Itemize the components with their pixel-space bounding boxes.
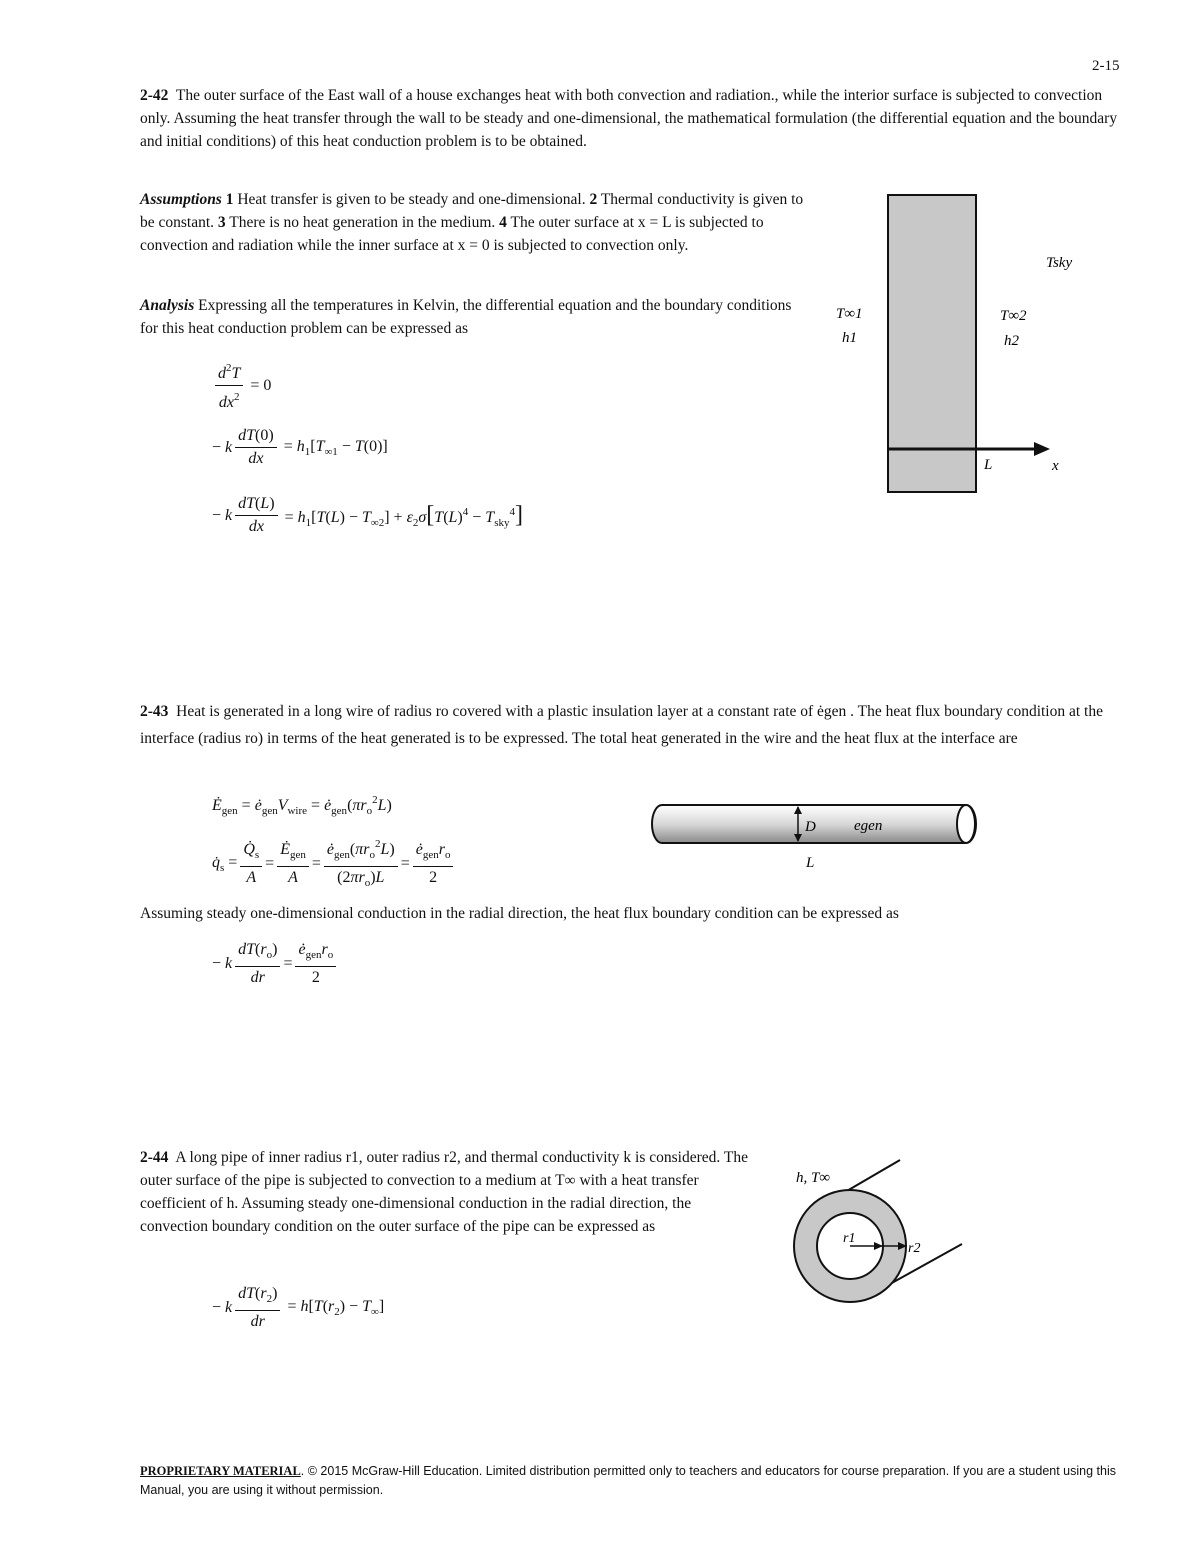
x-axis-arrowhead	[1034, 442, 1050, 456]
statement-text: Heat is generated in a long wire of radius ro covered with a plastic insulation layer at a constant rate of ėgen . The heat flux boundary condition at the interface (radius ro) in terms of the heat generated is to be expressed. The total heat generated in the wire and the heat flux at the interface are	[140, 703, 1103, 747]
problem-number: 2-42	[140, 87, 169, 104]
equation-ode: $\frac{d^2T}{dx^2}$ = 0	[212, 358, 271, 413]
wire-end	[957, 805, 975, 843]
l-label: L	[806, 855, 815, 871]
wall-rect	[888, 195, 976, 492]
proprietary-label: PROPRIETARY MATERIAL	[140, 1464, 301, 1478]
assumption-4-num: 4	[499, 214, 507, 231]
t-inf2-label: T∞2	[1000, 308, 1027, 324]
problem-number: 2-44	[140, 1149, 169, 1166]
statement-text: A long pipe of inner radius r1, outer radius r2, and thermal conductivity k is considered. The outer surface of the pipe is subjected to convection to a medium at T∞ with a heat transfer coefficient of h. Assuming steady one-dimensional conduction in the radial direction, the convection boundary condition on the outer surface of the pipe can be expressed as	[140, 1149, 748, 1235]
h2-label: h2	[1004, 333, 1019, 349]
problem-2-43-statement	[140, 698, 1125, 752]
page-number: 2-15	[1092, 58, 1120, 74]
assuming-text: Assuming steady one-dimensional conduction in the radial direction, the heat flux boundary condition can be expressed as	[140, 905, 899, 922]
assumption-3: There is no heat generation in the medium.	[229, 214, 496, 231]
analysis	[140, 294, 805, 340]
problem-2-44-statement	[140, 1146, 752, 1238]
assumptions-label: Assumptions	[140, 191, 222, 208]
equation-convection-bc: − k $\frac{dT(r_2)}{dr}$ = $h[T(r_2) - T_\infty]$	[212, 1285, 385, 1330]
assumption-2-num: 2	[589, 191, 598, 208]
pipe-figure	[780, 1150, 980, 1310]
footer-notice	[140, 1462, 1130, 1500]
assumption-3-num: 3	[217, 214, 226, 231]
h1-label: h1	[842, 330, 857, 346]
assumptions	[140, 188, 805, 257]
equation-egen-total: $Ė_{gen}$ = $ė_{gen}V_{wire}$ = $ė_{gen}(\pi r_o^2L)$	[212, 794, 392, 817]
analysis-label: Analysis	[140, 297, 195, 314]
x-label: x	[1052, 458, 1059, 474]
equation-heat-flux: $q̇_s$ = $\frac{Q̇_s}{A}$ = $\frac{Ė_{gen}}{A}$ = $\frac{ė_{gen}(\pi r_o^2L)}{(2\pi r_o)L}$ = $\frac{ė_{gen}r_o}{2}$	[212, 834, 456, 893]
problem-number: 2-43	[140, 703, 169, 720]
assumption-2: Thermal conductivity is given to be constant.	[140, 191, 804, 231]
assumption-1: Heat transfer is given to be steady and one-dimensional.	[237, 191, 586, 208]
assumption-1-num: 1	[225, 191, 234, 208]
r1-label: r1	[843, 1231, 856, 1246]
r2-label: r2	[908, 1241, 921, 1256]
equation-flux-bc: − k $\frac{dT(r_o)}{dr}$ = $\frac{ė_{gen}r_o}{2}$	[212, 940, 339, 988]
t-sky-label: Tsky	[1046, 255, 1073, 271]
statement-text: The outer surface of the East wall of a house exchanges heat with both convection and radiation., while the interior surface is subjected to convection only. Assuming the heat transfer through the wall to be steady and one-dimensional, the mathematical formulation (the differential equation and the boundary and initial conditions) of this heat conduction problem is to be obtained.	[140, 87, 1118, 150]
l-label: L	[984, 457, 993, 473]
problem-2-42-statement	[140, 84, 1125, 153]
wire-figure	[648, 795, 988, 875]
t-inf1-label: T∞1	[836, 306, 863, 322]
analysis-text: Expressing all the temperatures in Kelvin, the differential equation and the boundary conditions for this heat conduction problem can be expressed as	[140, 297, 792, 337]
equation-bc-inner: − k $\frac{dT(0)}{dx}$ = $h_1[T_{\infty 1} - T(0)]$	[212, 427, 388, 467]
wall-figure	[820, 185, 1110, 505]
assumption-4: The outer surface at x = L is subjected to convection and radiation while the inner surface at x = 0 is subjected to convection only.	[140, 214, 764, 254]
d-label: D	[805, 819, 816, 835]
h-tinf-label: h, T∞	[796, 1170, 831, 1186]
egen-label: egen	[854, 818, 883, 834]
equation-bc-outer: − k $\frac{dT(L)}{dx}$ = $h_1[T(L) - T_{\infty 2}] + \varepsilon_2\sigma[T(L)^4 - T_{sky}^4]$	[212, 495, 523, 535]
footer-text: . © 2015 McGraw-Hill Education. Limited distribution permitted only to teachers and educators for course preparation. If you are a student using this Manual, you are using it without permission.	[140, 1464, 1116, 1497]
